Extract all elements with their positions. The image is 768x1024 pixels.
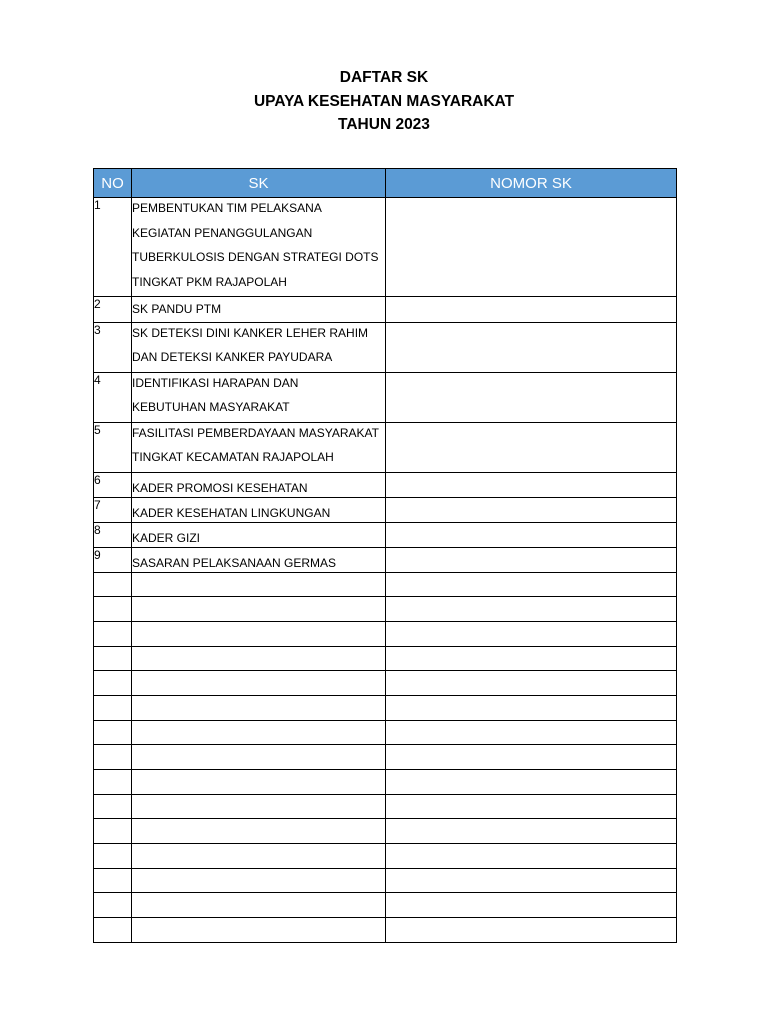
header-no: NO [94,169,132,198]
empty-sk-cell [132,918,386,943]
empty-sk-cell [132,720,386,745]
empty-no-cell [94,893,132,918]
table-row [94,372,677,422]
sk-title-cell [132,198,386,297]
row-number: 1 [94,198,132,297]
nomor-sk-cell [386,322,677,372]
empty-sk-cell [132,671,386,696]
sk-title-line: KEBUTUHAN MASYARAKAT [132,400,290,414]
table-body [94,198,677,943]
sk-title-line: DAN DETEKSI KANKER PAYUDARA [132,350,333,364]
empty-table-row [94,794,677,819]
empty-table-row [94,695,677,720]
empty-no-cell [94,720,132,745]
empty-nomor-cell [386,868,677,893]
empty-no-cell [94,597,132,622]
row-number: 5 [94,422,132,472]
empty-no-cell [94,572,132,597]
nomor-sk-cell [386,522,677,547]
row-number: 7 [94,497,132,522]
sk-title-line: TUBERKULOSIS DENGAN STRATEGI DOTS [132,250,379,264]
empty-table-row [94,844,677,869]
title-line-3: TAHUN 2023 [338,116,430,133]
empty-nomor-cell [386,695,677,720]
empty-nomor-cell [386,572,677,597]
sk-title-line: IDENTIFIKASI HARAPAN DAN [132,375,299,390]
empty-sk-cell [132,794,386,819]
empty-nomor-cell [386,720,677,745]
empty-no-cell [94,671,132,696]
sk-title-cell [132,297,386,323]
empty-no-cell [94,646,132,671]
table-row [94,472,677,497]
nomor-sk-cell [386,372,677,422]
empty-nomor-cell [386,770,677,795]
table-row [94,198,677,297]
title-line-2: UPAYA KESEHATAN MASYARAKAT [253,92,515,110]
empty-table-row [94,918,677,943]
empty-nomor-cell [386,646,677,671]
title-line-1: DAFTAR SK [339,69,429,86]
empty-no-cell [94,868,132,893]
empty-sk-cell [132,868,386,893]
empty-table-row [94,646,677,671]
sk-title-line: KEGIATAN PENANGGULANGAN [132,225,313,240]
table-header-row [94,169,677,198]
sk-title-line: KADER KESEHATAN LINGKUNGAN [132,505,331,520]
empty-no-cell [94,819,132,844]
row-number: 6 [94,472,132,497]
sk-title-cell [132,322,386,372]
empty-sk-cell [132,695,386,720]
empty-no-cell [94,918,132,943]
header-nomor-sk: NOMOR SK [386,169,677,198]
nomor-sk-cell [386,472,677,497]
sk-table [93,168,677,943]
table-row [94,297,677,323]
document-title [0,66,768,137]
table-row [94,522,677,547]
empty-nomor-cell [386,621,677,646]
empty-table-row [94,572,677,597]
table-row [94,322,677,372]
empty-sk-cell [132,621,386,646]
nomor-sk-cell [386,497,677,522]
nomor-sk-cell [386,547,677,572]
empty-table-row [94,819,677,844]
empty-table-row [94,893,677,918]
empty-sk-cell [132,844,386,869]
empty-table-row [94,597,677,622]
empty-table-row [94,770,677,795]
sk-title-line: PEMBENTUKAN TIM PELAKSANA [132,201,322,215]
empty-sk-cell [132,745,386,770]
nomor-sk-cell [386,422,677,472]
sk-title-line: TINGKAT KECAMATAN RAJAPOLAH [132,450,334,464]
empty-no-cell [94,794,132,819]
empty-table-row [94,720,677,745]
empty-table-row [94,621,677,646]
row-number: 3 [94,322,132,372]
row-number: 4 [94,372,132,422]
sk-title-cell [132,497,386,522]
sk-title-cell [132,547,386,572]
row-number: 8 [94,522,132,547]
empty-sk-cell [132,646,386,671]
row-number: 2 [94,297,132,323]
empty-sk-cell [132,770,386,795]
sk-title-cell [132,522,386,547]
empty-table-row [94,745,677,770]
table-row [94,422,677,472]
empty-nomor-cell [386,819,677,844]
sk-title-line: SK PANDU PTM [132,302,222,316]
empty-nomor-cell [386,893,677,918]
sk-title-cell [132,372,386,422]
empty-nomor-cell [386,671,677,696]
sk-title-line: KADER PROMOSI KESEHATAN [132,480,308,495]
row-number: 9 [94,547,132,572]
empty-nomor-cell [386,597,677,622]
sk-title-line: TINGKAT PKM RAJAPOLAH [132,274,287,289]
sk-title-cell [132,472,386,497]
empty-sk-cell [132,893,386,918]
empty-no-cell [94,844,132,869]
empty-nomor-cell [386,918,677,943]
header-sk: SK [132,169,386,198]
empty-no-cell [94,695,132,720]
sk-title-cell [132,422,386,472]
empty-no-cell [94,745,132,770]
table-row [94,547,677,572]
sk-title-line: KADER GIZI [132,530,201,545]
empty-no-cell [94,770,132,795]
table-row [94,497,677,522]
empty-table-row [94,868,677,893]
empty-sk-cell [132,597,386,622]
empty-table-row [94,671,677,696]
empty-sk-cell [132,572,386,597]
empty-nomor-cell [386,794,677,819]
nomor-sk-cell [386,297,677,323]
empty-sk-cell [132,819,386,844]
sk-title-line: FASILITASI PEMBERDAYAAN MASYARAKAT [132,425,379,440]
nomor-sk-cell [386,198,677,297]
empty-no-cell [94,621,132,646]
empty-nomor-cell [386,844,677,869]
empty-nomor-cell [386,745,677,770]
sk-title-line: SK DETEKSI DINI KANKER LEHER RAHIM [132,325,369,340]
sk-title-line: SASARAN PELAKSANAAN GERMAS [132,555,337,570]
